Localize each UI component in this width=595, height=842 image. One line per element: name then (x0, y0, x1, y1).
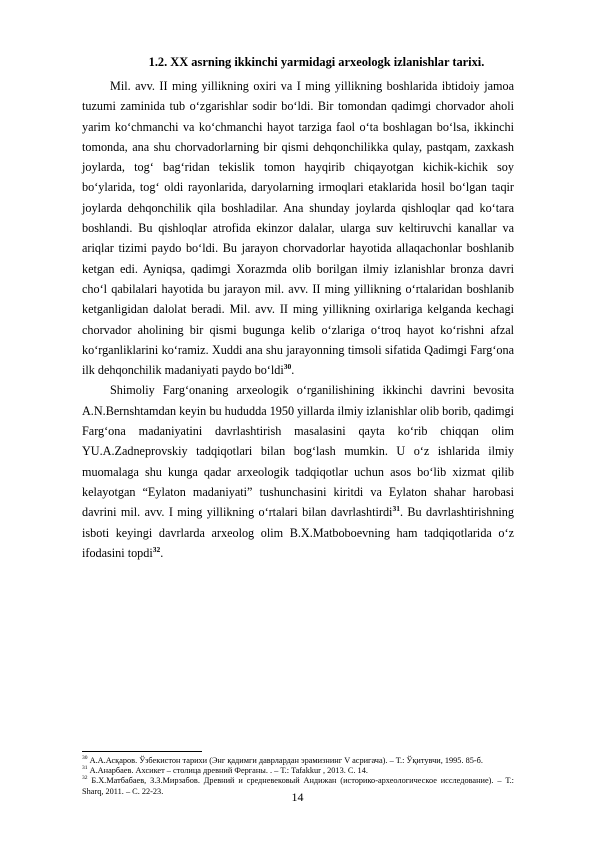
footnote-ref-32[interactable]: 32 (152, 544, 161, 554)
footnote-text: А.А.Асқаров. Ўзбекистон тарихи (Энг қадимги даврлардан эрамизнинг V асригача). – Т.: Ўқитувчи, 1995. 85-б. (87, 756, 483, 765)
footnote-ref-31[interactable]: 31 (392, 504, 400, 514)
footnote-number: 31 (82, 765, 88, 772)
footnote-text: А.Анарбаев. Ахсикет – столица древний Ферганы. . – Т.: Tafakkur , 2013. С. 14. (87, 766, 368, 776)
paragraph-2-continued: . Bu davrlashtirishning isboti keyingi davrlarda arxeolog olim B.X.Matboboevning ham tadqiqotlarida o‘z ifodasini topdi (82, 505, 514, 560)
body-text (82, 76, 514, 563)
footnote-number: 30 (82, 755, 88, 762)
paragraph-1-text: Mil. avv. II ming yillikning oxiri va I ming yillikning boshlarida ibtidoiy jamoa tuzumi zaminida tub o‘zgarishlar sodir bo‘ldi. Bir tomondan qadimgi chorvador aholi yarim ko‘chmanchi va ko‘chmanchi hayot tarziga faol o‘ta boshlagan bo‘lsa, ikkinchi tomonda, ana shu chorvadorlarning bir qismi dehqonchilikka qulay, pastqam, zaxkash joylarda, tog‘ bag‘ridan tekislik tomon hayqirib chiqayotgan kichik-kichik soy bo‘ylarida, tog‘ oldi rayonlarida, daryolarning irmoqlari etaklarida hosil bo‘lgan taqir joylarda dehqonchilik qila boshladilar. Ana shunday joylarda qishloqlar qad ko‘tara boshlandi. Bu qishloqlar atrofida ekinzor dalalar, ularga suv keltiruvchi kanallar va ariqlar tizimi paydo bo‘ldi. Bu jarayon chorvadorlar hayotida allaqachonlar boshlanib ketgan edi. Ayniqsa, qadimgi Xorazmda olib borilgan ilmiy izlanishlar bronza davri cho‘l qabilalari hayotida bu jarayon mil. avv. II ming yillikning o‘rtalaridan boshlanib ketganligidan dalolat beradi. Mil. avv. II ming yillikning oxirlariga kelganda kechagi chorvador aholining bir qismi bugunga kelib o‘zlariga o‘troq hayot ko‘rishni afzal ko‘rganliklarini ko‘ramiz. Xuddi ana shu jarayonning timsoli sifatida Qadimgi Farg‘ona ilk dehqonchilik madaniyati paydo bo‘ldi (82, 79, 514, 378)
footnote-separator (82, 751, 202, 752)
paragraph-2 (82, 380, 514, 563)
page-number: 14 (291, 790, 304, 804)
footnote-number: 32 (82, 775, 88, 782)
section-heading: 1.2. XX asrning ikkinchi yarmidagi arxeologk izlanishlar tarixi. (148, 55, 485, 69)
footnote-ref-30[interactable]: 30 (283, 362, 292, 372)
footnote-text: Б.Х.Матбабаев, З.З.Мирзабов. Древний и средневековый Андижан (историко-археологическое исследование). – Т.: Sharq, 2011. – С. 22-23. (82, 776, 514, 796)
paragraph-2-text: Shimoliy Farg‘onaning arxeologik o‘rganilishining ikkinchi davrini bevosita A.N.Bernshtamdan keyin bu hududda 1950 yillarda ilmiy izlanishlar olib borib, qadimgi Farg‘ona madaniyatini davrlashtirish masalasini qayta ko‘rib chiqqan olim YU.A.Zadneprovskiy tadqiqotlari bilan bog‘lash mumkin. U o‘z ishlarida ilmiy muomalaga shu kunga qadar arxeologik tadqiqotlar uchun asos bo‘lib xizmat qilib kelayotgan “Eylaton madaniyati” tushunchasini kiritdi va Eylaton shahar harobasi davrini mil. avv. I ming yillikning o‘rtalari bilan davrlashtirdi (82, 383, 514, 520)
paragraph-2-end: . (160, 545, 164, 560)
footnote-31 (82, 766, 514, 776)
paragraph-1-end: . (291, 363, 295, 378)
footnote-30 (82, 756, 514, 766)
paragraph-1 (82, 76, 514, 380)
